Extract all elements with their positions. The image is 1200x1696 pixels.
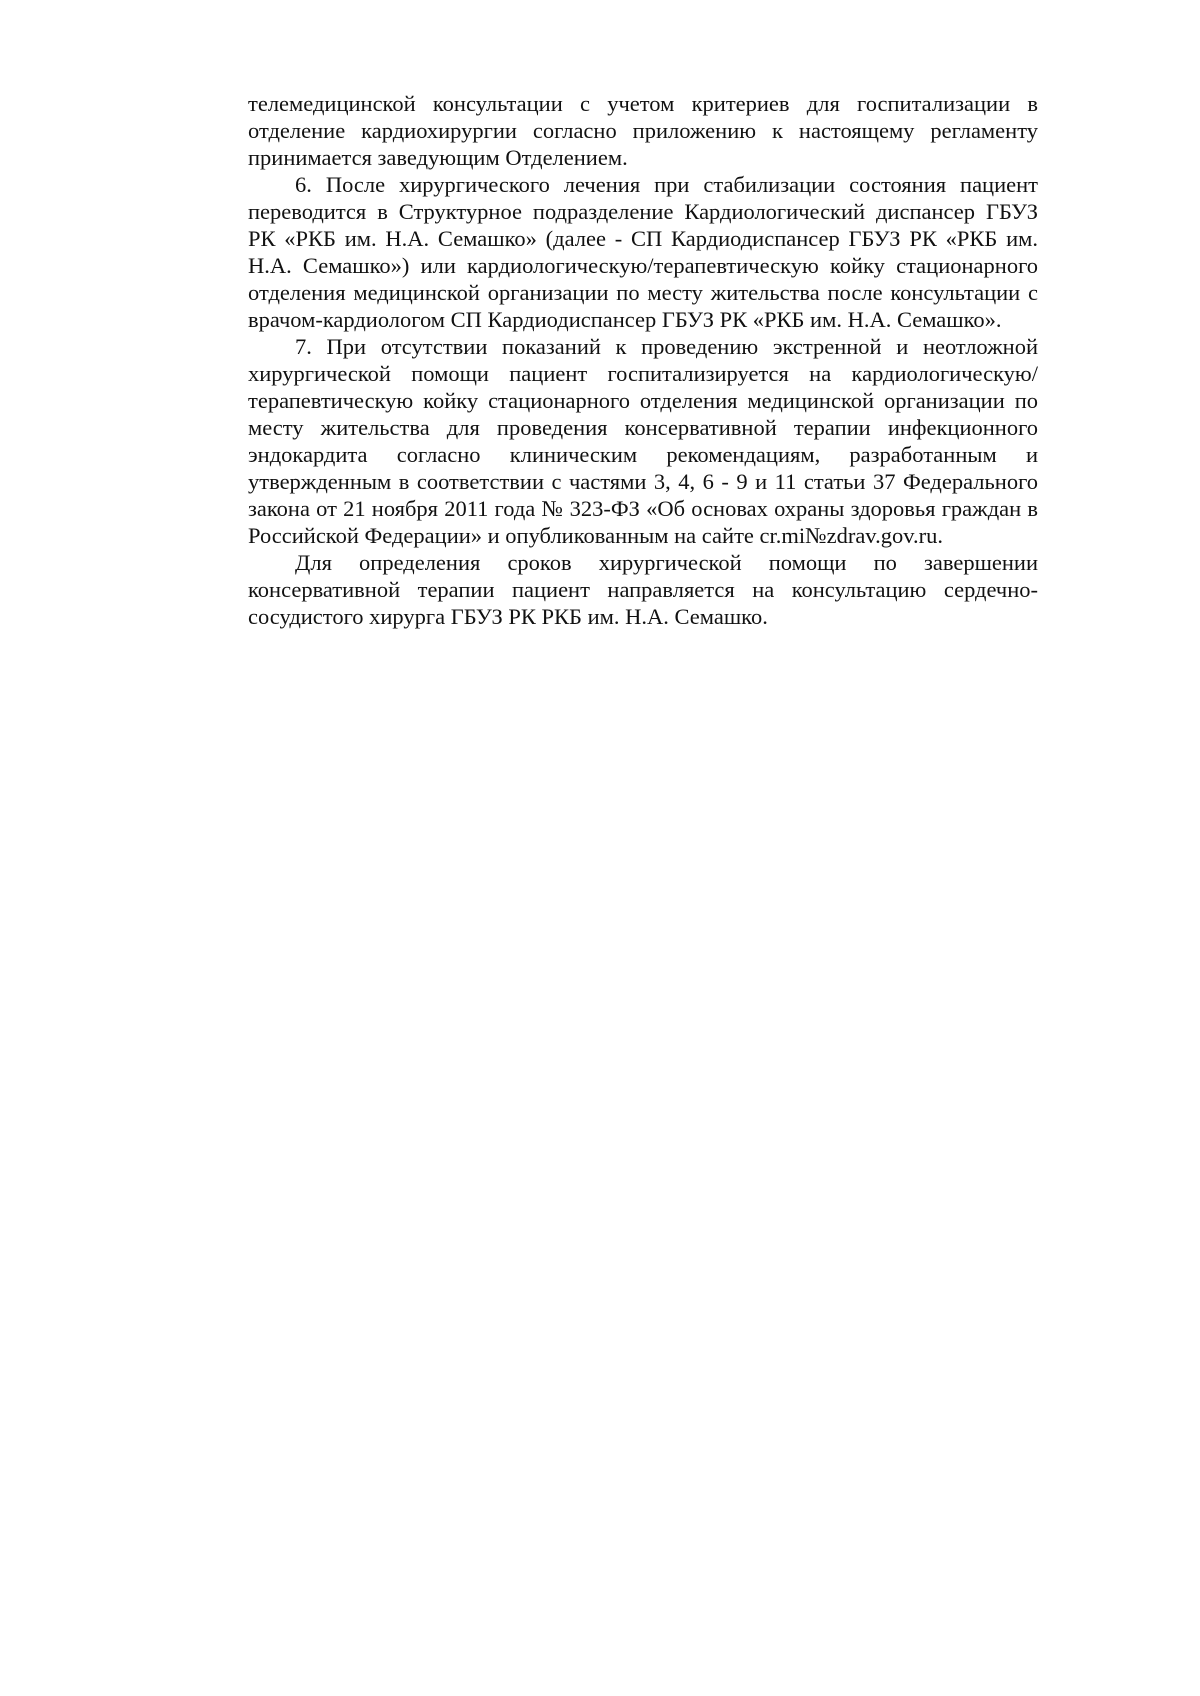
paragraph-final: Для определения сроков хирургической помощи по завершении консервативной терапии пациент направляется на консультацию сердечно-сосудистого хирурга ГБУЗ РК РКБ им. Н.А. Семашко. [248,550,1038,629]
paragraph-item-7: 7. При отсутствии показаний к проведению экстренной и неотложной хирургической помощи пациент госпитализируется на кардиологическую/терапевтическую койку стационарного отделения медицинской организации по месту жительства для проведения консервативной терапии инфекционного эндокардита согласно клиническим рекомендациям, разработанным и утвержденным в соответствии с частями 3, 4, 6 - 9 и 11 статьи 37 Федерального закона от 21 ноября 2011 года № 323-ФЗ «Об основах охраны здоровья граждан в Российской Федерации» и опубликованным на сайте cr.mi№zdrav.gov.ru. [248,334,1038,548]
document-page [248,90,1038,630]
paragraph-continuation: телемедицинской консультации с учетом критериев для госпитализации в отделение кардиохирургии согласно приложению к настоящему регламенту принимается заведующим Отделением. [248,91,1038,170]
paragraph-item-6: 6. После хирургического лечения при стабилизации состояния пациент переводится в Структурное подразделение Кардиологический диспансер ГБУЗ РК «РКБ им. Н.А. Семашко» (далее - СП Кардиодиспансер ГБУЗ РК «РКБ им. Н.А. Семашко») или кардиологическую/терапевтическую койку стационарного отделения медицинской организации по месту жительства после консультации с врачом-кардиологом СП Кардиодиспансер ГБУЗ РК «РКБ им. Н.А. Семашко». [248,172,1038,332]
